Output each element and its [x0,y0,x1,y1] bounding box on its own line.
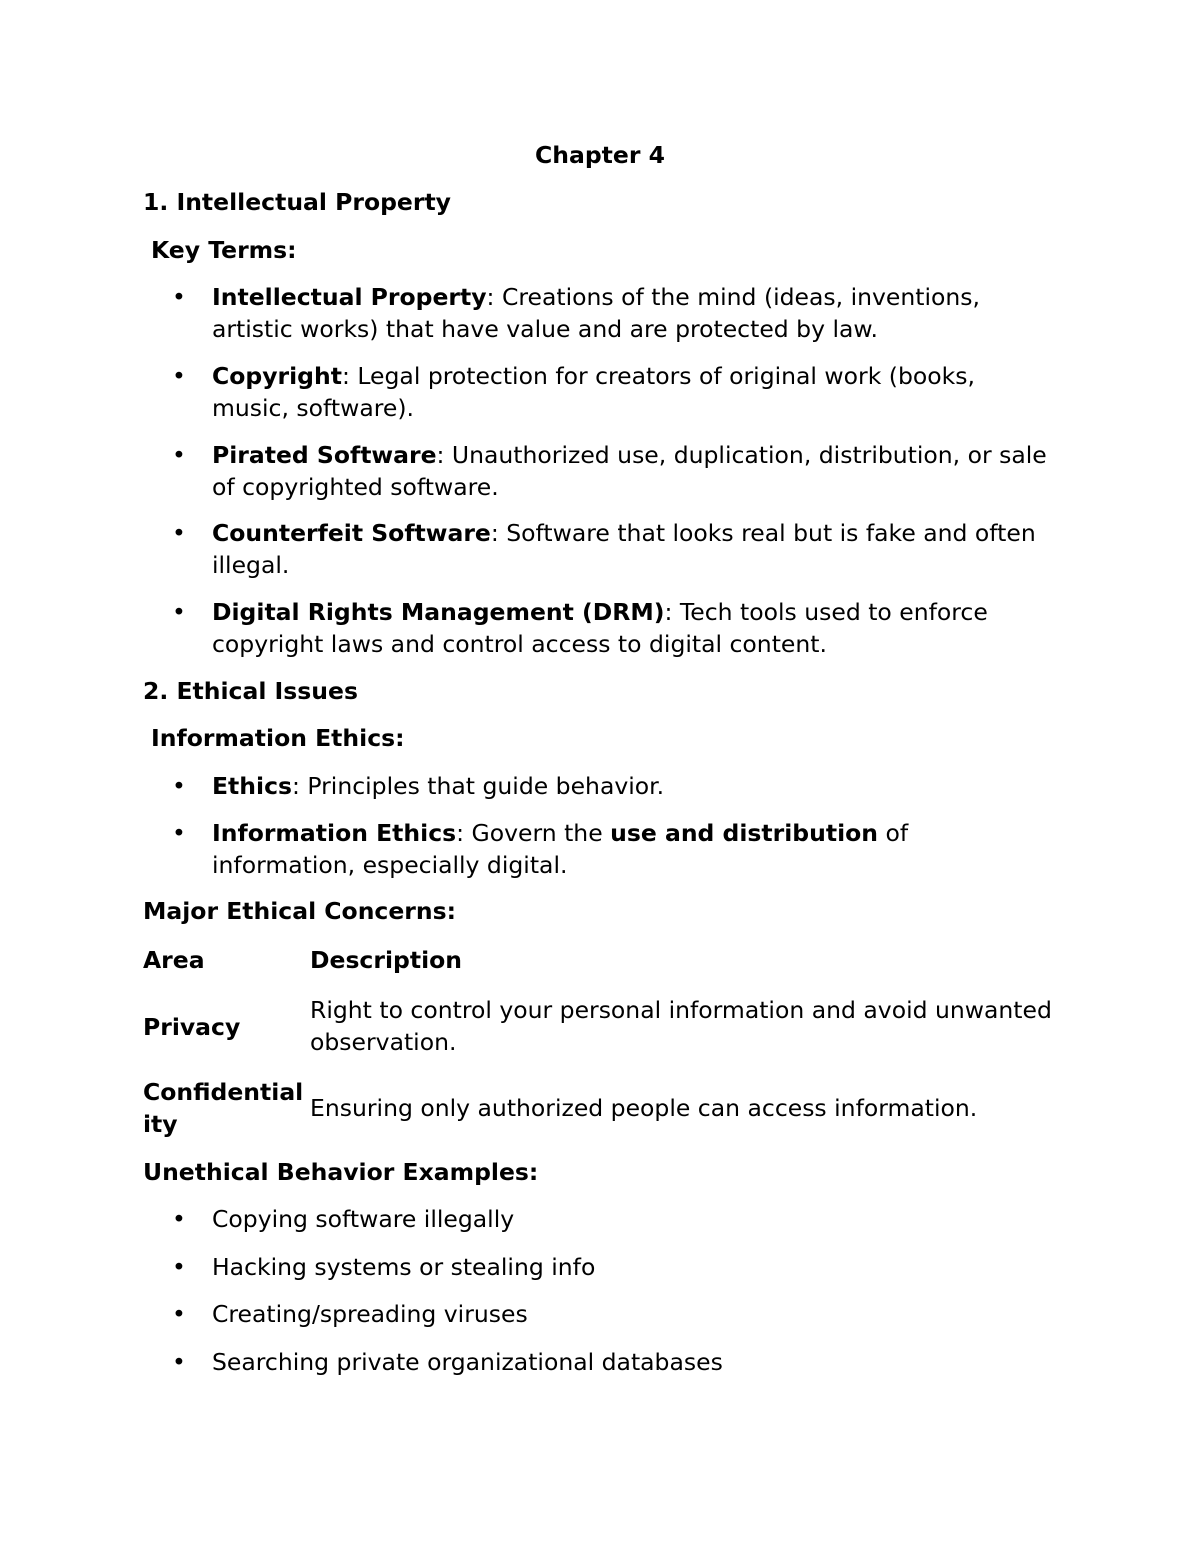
table-cell-description: Right to control your personal information and avoid unwanted observation. [310,996,1052,1056]
term: Copyright [212,362,342,390]
bullet-icon: • [172,772,186,800]
definition-line: artistic works) that have value and are protected by law. [212,315,878,343]
subheading-major-ethical-concerns: Major Ethical Concerns: [143,897,457,925]
table-cell-description: Ensuring only authorized people can access information. [310,1094,978,1122]
bullet-icon: • [172,1253,186,1281]
definition-line: Software that looks real but is fake and often [498,519,1036,547]
term: Digital Rights Management (DRM) [212,598,665,626]
bullet-icon: • [172,441,186,469]
term-definition: Pirated Software: Unauthorized use, duplication, distribution, or sale of copyrighted software. [212,441,1047,501]
term: Information Ethics [212,819,457,847]
subheading-unethical-behavior-examples: Unethical Behavior Examples: [143,1158,539,1186]
term: Counterfeit Software [212,519,491,547]
table-header-description: Description [310,946,462,974]
term: Ethics [212,772,292,800]
definition-line: Tech tools used to enforce [672,598,988,626]
bullet-icon: • [172,1205,186,1233]
term-definition: Digital Rights Management (DRM): Tech tools used to enforce copyright laws and control access to digital content. [212,598,988,658]
term-definition: Ethics: Principles that guide behavior. [212,772,665,800]
table-cell-area: Privacy [143,1013,241,1041]
table-header-area: Area [143,946,205,974]
definition-line: of copyrighted software. [212,473,499,501]
definition-line: illegal. [212,551,290,579]
term: Pirated Software [212,441,437,469]
definition-line: Unauthorized use, duplication, distribution, or sale [444,441,1047,469]
bullet-icon: • [172,1348,186,1376]
bullet-icon: • [172,283,186,311]
table-cell-area: Confidential ity [143,1078,304,1138]
definition-line: Creations of the mind (ideas, inventions, [494,283,981,311]
bullet-icon: • [172,598,186,626]
definition-line: music, software). [212,394,414,422]
term-definition: Copyright: Legal protection for creators of original work (books, music, software). [212,362,975,422]
term-definition: Information Ethics: Govern the use and distribution of information, especially digital. [212,819,909,879]
subheading-key-terms: Key Terms: [151,236,297,264]
subheading-information-ethics: Information Ethics: [151,724,405,752]
bullet-icon: • [172,1300,186,1328]
term-definition: Counterfeit Software: Software that looks real but is fake and often illegal. [212,519,1036,579]
emphasis: use and distribution [610,819,879,847]
bullet-icon: • [172,519,186,547]
definition-line: copyright laws and control access to digital content. [212,630,827,658]
term-definition: Intellectual Property: Creations of the mind (ideas, inventions, artistic works) that have value and are protected by law. [212,283,981,343]
definition-line: Principles that guide behavior. [299,772,665,800]
term: Intellectual Property [212,283,487,311]
page-title: Chapter 4 [535,141,665,169]
bullet-icon: • [172,819,186,847]
definition-line: information, especially digital. [212,851,568,879]
section-heading-ethical-issues: 2. Ethical Issues [143,677,358,705]
bullet-icon: • [172,362,186,390]
definition-line: Legal protection for creators of original work (books, [349,362,975,390]
document-page: Chapter 4 1. Intellectual Property Key Terms: • Intellectual Property: Creations of the mind (ideas, inventions, artistic works) that have value and are protected by law. • Copyright: Legal protection for creators of original work (books, music, software). • Pirated Software: Unauthorized use, duplication, distribution, or sale of copyrighted software. • Counterfeit Software: Software that looks real but is fake and often illegal. • Digital Rights Management (DRM): Tech tools used to enforce copyright laws and control access to digital content. 2. Ethical Issues Information Ethics: • Ethics: Principles that guide behavior. • Information Ethics: Govern the use and distribution of information, especially digital. Major Ethical Concerns: Area Description Privacy Right to control your personal information and avoid unwanted observation. Confidential ity Ensuring only authorized people can access information. Unethical Behavior Examples: • Copying software illegally • Hacking systems or stealing info • Creating/spreading viruses • Searching private organizational databases [0,0,1200,1553]
section-heading-intellectual-property: 1. Intellectual Property [143,188,452,216]
